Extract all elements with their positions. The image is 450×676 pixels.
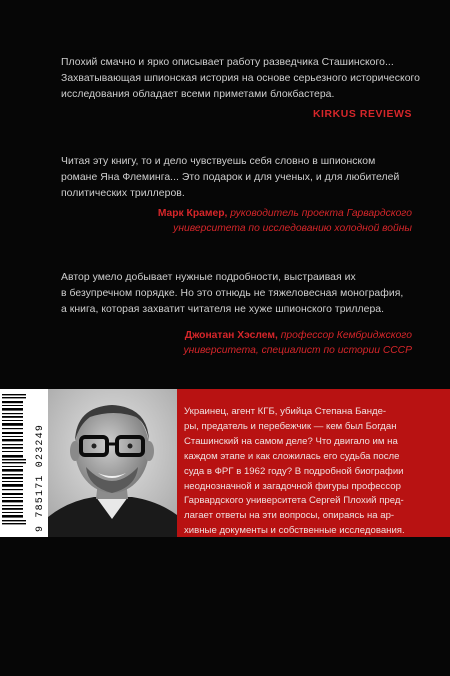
review-1-source: KIRKUS REVIEWS <box>312 109 412 120</box>
blurb-line-3: Сташинский на самом деле? Что двигало им на <box>184 435 398 447</box>
bottom-band <box>0 389 450 537</box>
review-1-text <box>61 55 421 103</box>
review-3-author: Джонатан Хэслем, <box>184 330 278 341</box>
review-2-author: Марк Крамер, <box>157 208 228 219</box>
review-3-line-2: в безупречном порядке. Но это отнюдь не тяжеловесная монография, <box>61 288 404 299</box>
blurb-line-1: Украинец, агент КГБ, убийца Степана Банде- <box>184 406 387 417</box>
review-2-line-3: политических триллеров. <box>61 188 185 199</box>
review-2-text <box>61 154 421 202</box>
review-2-role-line-1: руководитель проекта Гарвардского <box>230 208 412 219</box>
review-1-line-2: Захватывающая шпионская история на основе серьезного исторического <box>61 73 420 84</box>
blurb-line-2: ры, предатель и перебежчик — кем был Богдан <box>184 420 397 432</box>
isbn-digits: 9 785171 023249 <box>35 423 46 532</box>
blurb-line-8: лагает ответы на эти вопросы, опираясь на ар- <box>184 510 395 522</box>
review-1-line-1: Плохий смачно и ярко описывает работу разведчика Сташинского... <box>61 57 394 68</box>
review-3-attribution <box>72 328 412 358</box>
review-3-role-line-2: университета, специалист по истории СССР <box>183 345 412 356</box>
review-3-line-1: Автор умело добывает нужные подробности, выстраивая их <box>61 272 356 283</box>
blurb-line-5: суда в ФРГ в 1962 году? В подробной биографии <box>184 465 404 477</box>
blurb-line-4: каждом этапе и как сложилась его судьба после <box>184 450 400 462</box>
review-3-text <box>61 270 421 318</box>
author-photo <box>48 389 177 537</box>
blurb-line-7: Гарвардского университета Сергей Плохий пред- <box>184 495 404 507</box>
blurb-line-9: хивные документы и собственные исследования. <box>184 525 405 537</box>
review-3-role-line-1: профессор Кембриджского <box>280 330 412 341</box>
review-2-line-1: Читая эту книгу, то и дело чувствуешь себя словно в шпионском <box>61 156 376 167</box>
review-2-attribution <box>72 206 412 236</box>
review-1-line-3: исследования обладает всеми приметами блокбастера. <box>61 89 335 100</box>
review-2-role-line-2: университета по исследованию холодной войны <box>173 223 412 234</box>
review-3-line-3: а книга, которая захватит читателя не хуже шпионского триллера. <box>61 304 385 315</box>
author-portrait <box>48 389 177 537</box>
book-description <box>184 405 420 539</box>
review-2-line-2: романе Яна Флеминга... Это подарок и для ученых, и для любителей <box>61 172 400 183</box>
isbn-barcode <box>0 389 48 537</box>
blurb-line-6: неоднозначной и загадочной фигуры профессор <box>184 480 401 492</box>
